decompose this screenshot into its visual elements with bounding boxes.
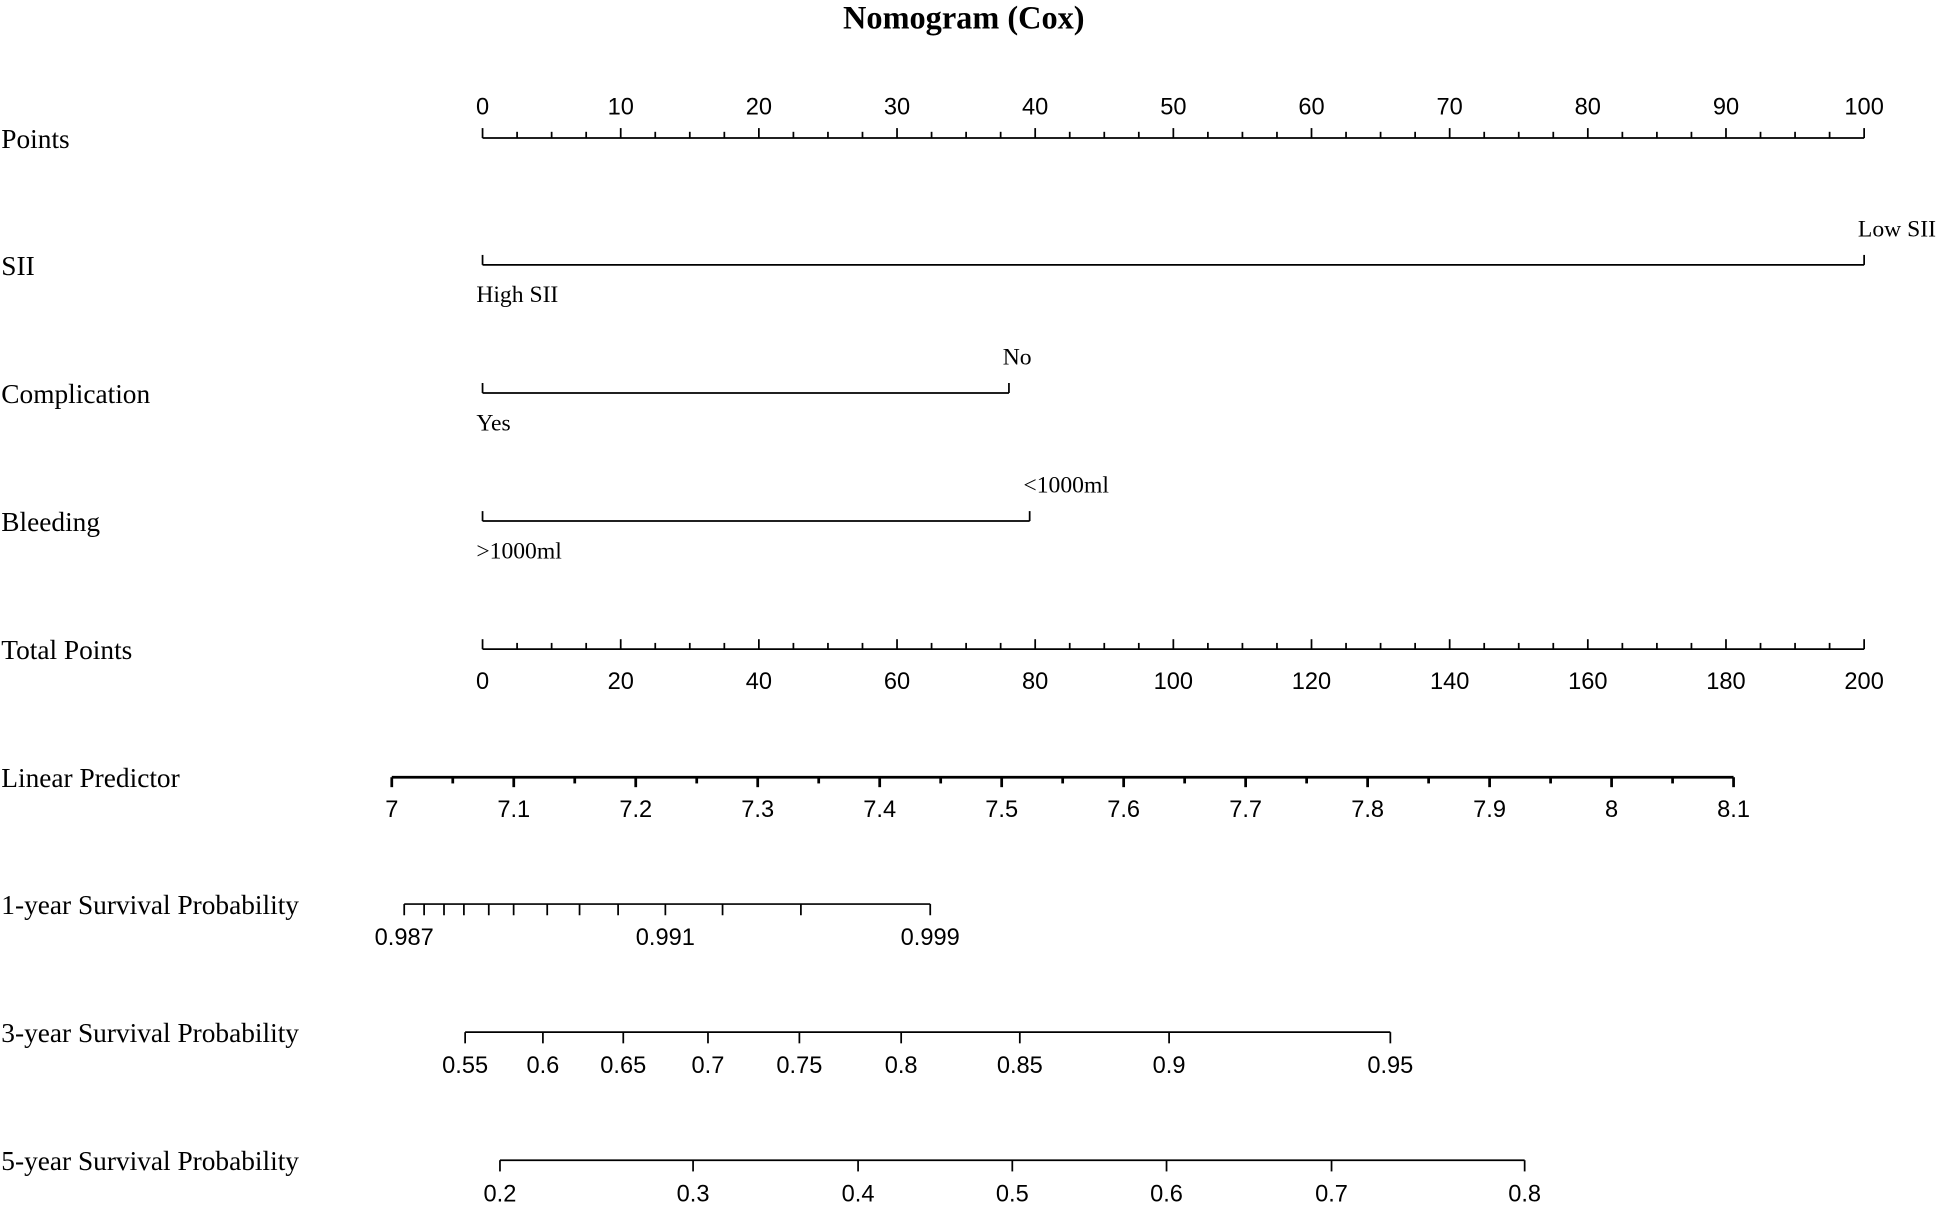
surv3-tick-label: 0.75 <box>776 1053 823 1080</box>
points-tick-label: 30 <box>883 94 911 121</box>
bleeding-level-label: <1000ml <box>1023 472 1109 499</box>
sii-level-label: High SII <box>476 282 559 309</box>
total-tick-label: 180 <box>1706 668 1746 695</box>
row-label-sii: SII <box>1 250 35 281</box>
bleeding-level-label: >1000ml <box>476 538 562 565</box>
row-label-lp: Linear Predictor <box>1 763 180 794</box>
surv3-tick-label: 0.8 <box>884 1053 918 1080</box>
row-label-total: Total Points <box>1 635 133 666</box>
total-tick-label: 80 <box>1022 668 1049 695</box>
total-tick-label: 160 <box>1568 668 1608 695</box>
complication-level-label: No <box>1002 344 1032 371</box>
lp-tick-label: 7.5 <box>985 797 1019 824</box>
lp-tick-label: 7 <box>385 797 399 824</box>
lp-tick-label: 7.2 <box>619 797 653 824</box>
surv3-tick-label: 0.85 <box>996 1053 1043 1080</box>
surv3-tick-label: 0.6 <box>526 1053 560 1080</box>
row-label-points: Points <box>1 123 70 154</box>
lp-tick-label: 7.6 <box>1107 797 1141 824</box>
total-tick-label: 60 <box>883 668 911 695</box>
row-label-bleeding: Bleeding <box>1 506 101 537</box>
row-label-surv3: 3-year Survival Probability <box>1 1018 299 1049</box>
row-label-complication: Complication <box>1 378 151 409</box>
points-tick-label: 60 <box>1298 94 1325 121</box>
lp-tick-label: 8 <box>1605 797 1619 824</box>
row-label-surv1: 1-year Survival Probability <box>1 890 299 921</box>
surv1-tick-label: 0.991 <box>635 925 695 952</box>
points-tick-label: 20 <box>745 94 773 121</box>
chart-title: Nomogram (Cox) <box>843 0 1085 36</box>
points-tick-label: 100 <box>1844 94 1884 121</box>
surv5-tick-label: 0.5 <box>995 1181 1029 1205</box>
lp-tick-label: 7.7 <box>1229 797 1263 824</box>
surv5-tick-label: 0.8 <box>1508 1181 1542 1205</box>
total-tick-label: 100 <box>1153 668 1194 695</box>
surv1-tick-label: 0.987 <box>374 925 434 952</box>
points-tick-label: 10 <box>607 94 634 121</box>
surv5-tick-label: 0.2 <box>483 1181 517 1205</box>
sii-level-label: Low SII <box>1857 216 1936 243</box>
lp-tick-label: 7.3 <box>741 797 775 824</box>
points-tick-label: 40 <box>1022 94 1049 121</box>
points-tick-label: 80 <box>1574 94 1601 121</box>
surv1-tick-label: 0.999 <box>900 925 960 952</box>
lp-tick-label: 8.1 <box>1717 797 1750 824</box>
surv5-tick-label: 0.4 <box>841 1181 875 1205</box>
complication-level-label: Yes <box>476 410 511 437</box>
surv3-tick-label: 0.55 <box>442 1053 489 1080</box>
surv3-tick-label: 0.7 <box>691 1053 725 1080</box>
surv5-tick-label: 0.3 <box>676 1181 710 1205</box>
lp-tick-label: 7.9 <box>1473 797 1507 824</box>
surv3-tick-label: 0.95 <box>1367 1053 1414 1080</box>
surv3-tick-label: 0.9 <box>1152 1053 1186 1080</box>
row-label-surv5: 5-year Survival Probability <box>1 1146 299 1177</box>
lp-tick-label: 7.4 <box>863 797 897 824</box>
total-tick-label: 200 <box>1844 668 1884 695</box>
surv5-tick-label: 0.7 <box>1315 1181 1348 1205</box>
total-tick-label: 140 <box>1429 668 1470 695</box>
total-tick-label: 40 <box>745 668 773 695</box>
lp-tick-label: 7.1 <box>497 797 531 824</box>
surv5-tick-label: 0.6 <box>1150 1181 1183 1205</box>
total-tick-label: 20 <box>607 668 634 695</box>
surv3-tick-label: 0.65 <box>600 1053 647 1080</box>
points-tick-label: 90 <box>1712 94 1740 121</box>
lp-tick-label: 7.8 <box>1351 797 1385 824</box>
points-tick-label: 0 <box>475 94 490 121</box>
points-tick-label: 70 <box>1436 94 1463 121</box>
total-tick-label: 0 <box>475 668 490 695</box>
total-tick-label: 120 <box>1291 668 1332 695</box>
points-tick-label: 50 <box>1160 94 1187 121</box>
